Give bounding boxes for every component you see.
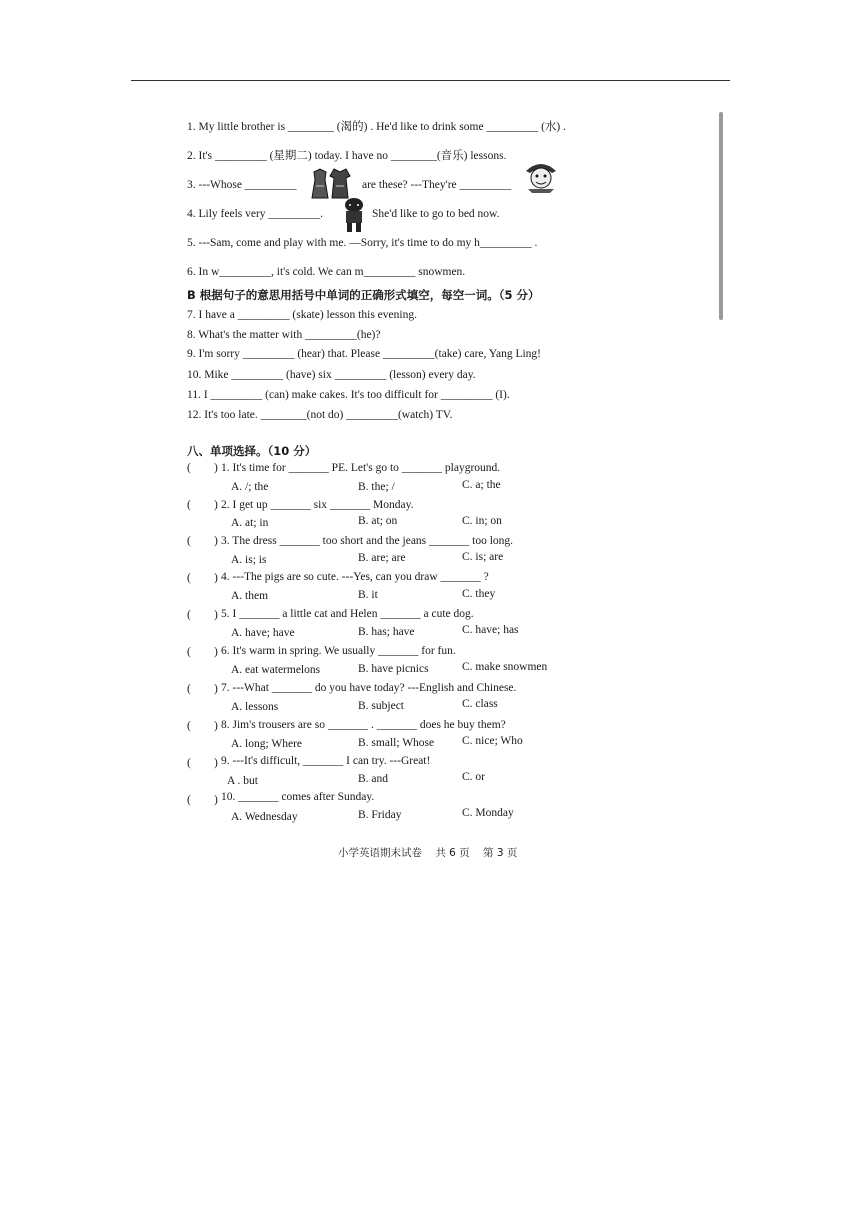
option-b: B. are; are [358,552,406,564]
answer-paren-close: ) [214,683,218,695]
mc-question-text: 7. ---What _______ do you have today? ---English and Chinese. [221,682,517,694]
mc-question-text: 6. It's warm in spring. We usually _______ for fun. [221,645,456,657]
answer-paren-close: ) [214,572,218,584]
option-b: B. the; / [358,481,395,493]
mc-question-text: 4. ---The pigs are so cute. ---Yes, can you draw _______ ? [221,571,489,583]
page-footer [338,845,527,860]
question-11: 11. I _________ (can) make cakes. It's too difficult for _________ (I). [187,389,510,401]
question-4-part1: 4. Lily feels very _________. [187,208,324,220]
question-4-part2: She'd like to go to bed now. [372,208,500,220]
answer-paren-open[interactable]: ( [187,499,191,511]
section-8-heading: 八、单项选择。（10 分） [187,444,317,458]
option-c: C. have; has [462,624,519,636]
answer-paren-close: ) [214,499,218,511]
mc-question-text: 10. _______ comes after Sunday. [221,791,375,803]
question-9: 9. I'm sorry _________ (hear) that. Please _________(take) care, Yang Ling! [187,348,542,360]
answer-paren-close: ) [214,609,218,621]
mc-question-text: 8. Jim's trousers are so _______ . _______ does he buy them? [221,719,506,731]
option-b: B. subject [358,700,404,712]
answer-paren-close: ) [214,535,218,547]
section-b-heading: B 根据句子的意思用括号中单词的正确形式填空，每空一词。（5 分） [187,288,540,302]
option-b: B. at; on [358,515,398,527]
option-b: B. has; have [358,626,415,638]
question-12: 12. It's too late. ________(not do) _________(watch) TV. [187,409,453,421]
question-8: 8. What's the matter with _________(he)? [187,329,381,341]
answer-paren-close: ) [214,794,218,806]
mc-question-text: 5. I _______ a little cat and Helen _______ a cute dog. [221,608,474,620]
option-c: C. or [462,771,485,783]
footer-page-number: 第 3 页 [483,847,518,859]
clothes-picture [310,166,358,200]
sleepy-person-picture [338,196,370,234]
option-a: A. long; Where [231,738,303,750]
option-a: A. eat watermelons [231,664,321,676]
answer-paren-close: ) [214,720,218,732]
answer-paren-open[interactable]: ( [187,794,191,806]
answer-paren-close: ) [214,462,218,474]
option-a: A . but [227,775,258,787]
footer-title: 小学英语期末试卷 [338,847,422,859]
option-c: C. they [462,588,496,600]
option-b: B. Friday [358,809,402,821]
option-c: C. make snowmen [462,661,548,673]
option-a: A. at; in [231,517,269,529]
mc-question-text: 3. The dress _______ too short and the jeans _______ too long. [221,535,514,547]
top-rule [131,80,730,81]
answer-paren-open[interactable]: ( [187,535,191,547]
option-b: B. have picnics [358,663,429,675]
option-c: C. a; the [462,479,501,491]
option-a: A. /; the [231,481,269,493]
answer-paren-open[interactable]: ( [187,609,191,621]
answer-paren-close: ) [214,757,218,769]
option-c: C. class [462,698,498,710]
mc-question-text: 2. I get up _______ six _______ Monday. [221,499,414,511]
child-face-picture [522,157,560,193]
answer-paren-open[interactable]: ( [187,462,191,474]
option-c: C. in; on [462,515,502,527]
answer-paren-open[interactable]: ( [187,720,191,732]
answer-paren-open[interactable]: ( [187,646,191,658]
answer-paren-close: ) [214,646,218,658]
option-a: A. is; is [231,554,267,566]
question-6: 6. In w_________, it's cold. We can m_________ snowmen. [187,266,466,278]
option-c: C. nice; Who [462,735,523,747]
option-a: A. lessons [231,701,279,713]
question-10: 10. Mike _________ (have) six _________ (lesson) every day. [187,369,476,381]
question-5: 5. ---Sam, come and play with me. —Sorry, it's time to do my h_________ . [187,237,538,249]
option-b: B. and [358,773,389,785]
answer-paren-open[interactable]: ( [187,572,191,584]
footer-total-pages: 共 6 页 [435,847,470,859]
option-a: A. Wednesday [231,811,298,823]
question-3-part2: are these? ---They're _________ [362,179,512,191]
option-a: A. have; have [231,627,295,639]
answer-paren-open[interactable]: ( [187,683,191,695]
question-7: 7. I have a _________ (skate) lesson this evening. [187,309,417,321]
option-b: B. it [358,589,378,601]
option-a: A. them [231,590,269,602]
question-2: 2. It's _________ (星期二) today. I have no ________(音乐) lessons. [187,150,507,162]
scrollbar[interactable] [719,112,723,320]
question-1: 1. My little brother is ________ (渴的) . He'd like to drink some _________ (水) . [187,121,566,133]
question-3-part1: 3. ---Whose _________ [187,179,297,191]
mc-question-text: 1. It's time for _______ PE. Let's go to _______ playground. [221,462,501,474]
option-b: B. small; Whose [358,737,435,749]
answer-paren-open[interactable]: ( [187,757,191,769]
option-c: C. is; are [462,551,504,563]
mc-question-text: 9. ---It's difficult, _______ I can try. ---Great! [221,755,431,767]
option-c: C. Monday [462,807,514,819]
